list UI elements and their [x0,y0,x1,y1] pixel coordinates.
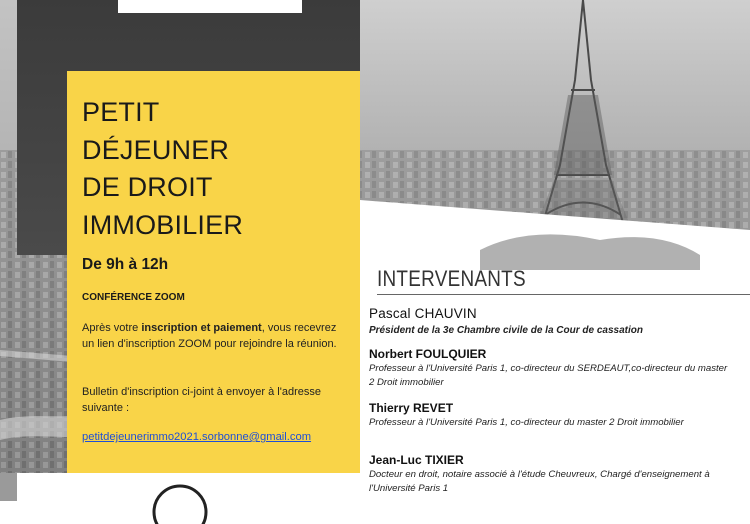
title-line: DE DROIT [82,172,213,202]
email-link[interactable]: petitdejeunerimmo2021.sorbonne@gmail.com [82,431,312,443]
speaker-name: Jean-Luc TIXIER [369,453,464,467]
heading-divider [377,294,750,295]
speaker-role: Docteur en droit, notaire associé à l'étude Cheuvreux, Chargé d'enseignement à l'Université Paris 1 [369,469,710,494]
speaker-name: Pascal CHAUVIN [369,306,477,321]
logo-partial-circle [140,484,220,524]
title-line: PETIT [82,97,160,127]
speaker-role: Professeur à l'Université Paris 1, co-directeur du SERDEAUT,co-directeur du master 2 Droit immobilier [369,363,728,388]
speakers-heading: INTERVENANTS [377,266,526,291]
speaker-name: Norbert FOULQUIER [369,347,487,361]
conference-type: CONFÉRENCE ZOOM [82,292,185,303]
registration-paragraph [82,320,348,352]
title-line: DÉJEUNER [82,134,230,165]
registration-text-bold: inscription et paiement [141,322,262,334]
speaker-role: Président de la 3e Chambre civile de la Cour de cassation [369,325,643,336]
speaker-role: Professeur à l'Université Paris 1, co-directeur du master 2 Droit immobilier [369,417,684,428]
event-title [82,94,243,244]
speaker-name: Thierry REVET [369,401,454,415]
title-line: IMMOBILIER [82,209,244,240]
header-white-bar [118,0,302,13]
event-hours: De 9h à 12h [82,256,169,273]
registration-text-pre: Après votre [82,322,142,334]
registration-text-post: , vous recevrez un lien d'inscription ZOOM pour rejoindre la réunion. [82,322,337,350]
bulletin-paragraph: Bulletin d'inscription ci-joint à envoyer à l'adresse suivante : [82,386,321,414]
